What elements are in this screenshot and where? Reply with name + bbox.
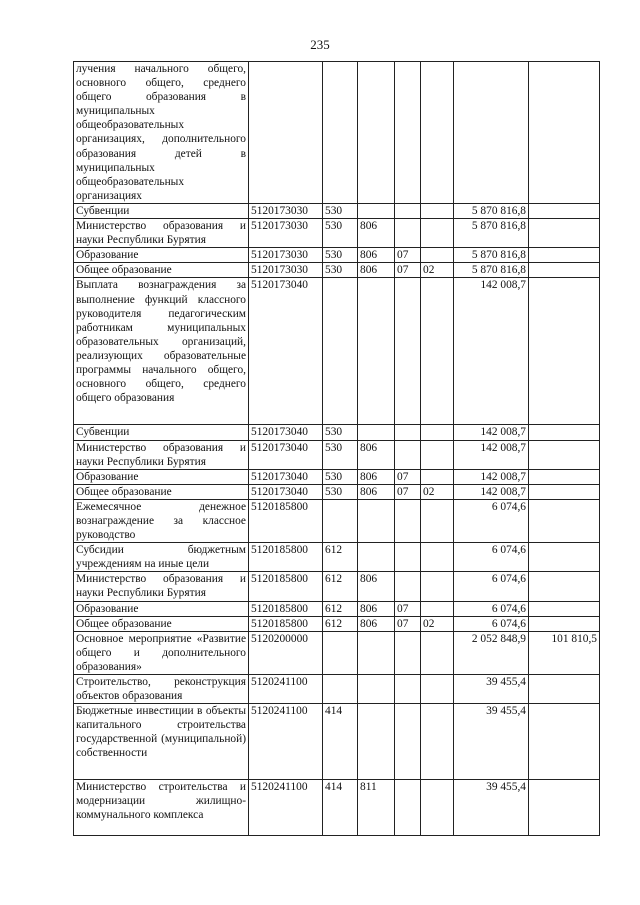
ministry-code-cell: 806 — [358, 219, 395, 248]
expense-type-cell: 612 — [323, 601, 358, 616]
target-code-cell: 5120185800 — [249, 601, 323, 616]
section-cell — [395, 631, 421, 674]
target-code-cell: 5120241100 — [249, 780, 323, 836]
section-cell — [395, 278, 421, 425]
row-name-cell: Образование — [74, 469, 249, 484]
subsection-cell — [421, 675, 454, 704]
section-cell — [395, 440, 421, 469]
amount-extra-cell — [529, 62, 600, 204]
target-code-cell: 5120241100 — [249, 704, 323, 780]
amount-cell: 142 008,7 — [454, 278, 529, 425]
target-code-cell: 5120200000 — [249, 631, 323, 674]
expense-type-cell: 530 — [323, 248, 358, 263]
ministry-code-cell — [358, 203, 395, 218]
row-name-cell: Общее образование — [74, 484, 249, 499]
subsection-cell — [421, 543, 454, 572]
amount-cell: 142 008,7 — [454, 469, 529, 484]
subsection-cell: 02 — [421, 484, 454, 499]
row-name-cell: Образование — [74, 248, 249, 263]
table-row — [74, 631, 600, 674]
amount-cell: 6 074,6 — [454, 543, 529, 572]
amount-extra-cell — [529, 601, 600, 616]
amount-cell: 6 074,6 — [454, 601, 529, 616]
amount-cell: 39 455,4 — [454, 780, 529, 836]
subsection-cell — [421, 601, 454, 616]
subsection-cell: 02 — [421, 263, 454, 278]
ministry-code-cell: 806 — [358, 616, 395, 631]
expense-type-cell: 530 — [323, 469, 358, 484]
section-cell — [395, 543, 421, 572]
amount-cell: 5 870 816,8 — [454, 203, 529, 218]
subsection-cell — [421, 425, 454, 440]
section-cell — [395, 780, 421, 836]
row-name-cell: Общее образование — [74, 263, 249, 278]
table-row — [74, 440, 600, 469]
amount-extra-cell — [529, 704, 600, 780]
amount-extra-cell: 101 810,5 — [529, 631, 600, 674]
table-row — [74, 675, 600, 704]
row-name-cell: Субвенции — [74, 425, 249, 440]
section-cell — [395, 675, 421, 704]
ministry-code-cell — [358, 631, 395, 674]
ministry-code-cell — [358, 278, 395, 425]
section-cell — [395, 704, 421, 780]
table-row — [74, 484, 600, 499]
section-cell — [395, 425, 421, 440]
row-name-cell: Субвенции — [74, 203, 249, 218]
amount-cell: 5 870 816,8 — [454, 263, 529, 278]
row-name-cell: Министерство строительства и модернизации жилищно-коммунального комплекса — [74, 780, 249, 836]
row-name-cell: Бюджетные инвестиции в объекты капитального строительства государственной (муниципальной) собственности — [74, 704, 249, 780]
amount-cell: 39 455,4 — [454, 704, 529, 780]
expense-type-cell: 414 — [323, 704, 358, 780]
amount-extra-cell — [529, 469, 600, 484]
expense-type-cell: 612 — [323, 616, 358, 631]
target-code-cell: 5120173030 — [249, 203, 323, 218]
table-row — [74, 572, 600, 601]
target-code-cell: 5120173040 — [249, 484, 323, 499]
ministry-code-cell — [358, 62, 395, 204]
expense-type-cell: 530 — [323, 484, 358, 499]
ministry-code-cell: 806 — [358, 484, 395, 499]
section-cell: 07 — [395, 601, 421, 616]
target-code-cell: 5120173030 — [249, 263, 323, 278]
amount-extra-cell — [529, 203, 600, 218]
amount-cell: 6 074,6 — [454, 616, 529, 631]
subsection-cell — [421, 499, 454, 542]
target-code-cell: 5120173030 — [249, 248, 323, 263]
table-row — [74, 543, 600, 572]
target-code-cell: 5120185800 — [249, 499, 323, 542]
expense-type-cell — [323, 631, 358, 674]
target-code-cell: 5120185800 — [249, 543, 323, 572]
amount-extra-cell — [529, 572, 600, 601]
row-name-cell: Министерство образования и науки Республики Бурятия — [74, 219, 249, 248]
expense-type-cell: 414 — [323, 780, 358, 836]
ministry-code-cell — [358, 499, 395, 542]
ministry-code-cell: 811 — [358, 780, 395, 836]
amount-extra-cell — [529, 616, 600, 631]
amount-extra-cell — [529, 248, 600, 263]
row-name-cell: Образование — [74, 601, 249, 616]
table-row — [74, 601, 600, 616]
subsection-cell — [421, 219, 454, 248]
ministry-code-cell — [358, 675, 395, 704]
amount-cell — [454, 62, 529, 204]
subsection-cell — [421, 248, 454, 263]
expense-type-cell — [323, 278, 358, 425]
page-number: 235 — [310, 37, 330, 52]
expense-type-cell: 530 — [323, 263, 358, 278]
row-name-cell: Министерство образования и науки Республики Бурятия — [74, 572, 249, 601]
table-row — [74, 469, 600, 484]
ministry-code-cell: 806 — [358, 248, 395, 263]
subsection-cell: 02 — [421, 616, 454, 631]
table-row — [74, 425, 600, 440]
row-name-cell: лучения начального общего, основного общего, среднего общего образования в муниципальных общеобразовательных организациях, дополнительного образования детей в муниципальных общеобразовательных организациях — [74, 62, 249, 204]
table-row — [74, 62, 600, 204]
table-row — [74, 248, 600, 263]
amount-cell: 142 008,7 — [454, 425, 529, 440]
row-name-cell: Министерство образования и науки Республики Бурятия — [74, 440, 249, 469]
amount-cell: 6 074,6 — [454, 499, 529, 542]
subsection-cell — [421, 62, 454, 204]
amount-cell: 142 008,7 — [454, 484, 529, 499]
subsection-cell — [421, 469, 454, 484]
amount-extra-cell — [529, 425, 600, 440]
ministry-code-cell: 806 — [358, 469, 395, 484]
section-cell: 07 — [395, 469, 421, 484]
table-row — [74, 704, 600, 780]
ministry-code-cell: 806 — [358, 601, 395, 616]
table-row — [74, 616, 600, 631]
expense-type-cell — [323, 499, 358, 542]
amount-extra-cell — [529, 675, 600, 704]
table-row — [74, 278, 600, 425]
table-row — [74, 780, 600, 836]
amount-cell: 5 870 816,8 — [454, 219, 529, 248]
section-cell: 07 — [395, 263, 421, 278]
ministry-code-cell: 806 — [358, 572, 395, 601]
subsection-cell — [421, 780, 454, 836]
section-cell — [395, 219, 421, 248]
section-cell — [395, 499, 421, 542]
section-cell: 07 — [395, 248, 421, 263]
row-name-cell: Ежемесячное денежное вознаграждение за классное руководство — [74, 499, 249, 542]
target-code-cell: 5120173040 — [249, 278, 323, 425]
expense-type-cell: 530 — [323, 425, 358, 440]
row-name-cell: Выплата вознаграждения за выполнение функций классного руководителя педагогическим работникам муниципальных образовательных организаций, реализующих образовательные программы начального общего, основного общего, среднего общего образования — [74, 278, 249, 425]
amount-extra-cell — [529, 499, 600, 542]
amount-extra-cell — [529, 484, 600, 499]
ministry-code-cell — [358, 425, 395, 440]
subsection-cell — [421, 203, 454, 218]
section-cell: 07 — [395, 484, 421, 499]
row-name-cell: Строительство, реконструкция объектов образования — [74, 675, 249, 704]
ministry-code-cell: 806 — [358, 263, 395, 278]
target-code-cell: 5120173040 — [249, 469, 323, 484]
table-row — [74, 203, 600, 218]
row-name-cell: Субсидии бюджетным учреждениям на иные цели — [74, 543, 249, 572]
expense-type-cell — [323, 675, 358, 704]
ministry-code-cell — [358, 704, 395, 780]
expense-type-cell: 612 — [323, 543, 358, 572]
amount-cell: 142 008,7 — [454, 440, 529, 469]
amount-extra-cell — [529, 278, 600, 425]
section-cell — [395, 572, 421, 601]
amount-extra-cell — [529, 440, 600, 469]
target-code-cell: 5120185800 — [249, 572, 323, 601]
amount-extra-cell — [529, 219, 600, 248]
subsection-cell — [421, 631, 454, 674]
table-row — [74, 219, 600, 248]
subsection-cell — [421, 704, 454, 780]
row-name-cell: Общее образование — [74, 616, 249, 631]
amount-cell: 2 052 848,9 — [454, 631, 529, 674]
target-code-cell — [249, 62, 323, 204]
expense-type-cell: 530 — [323, 219, 358, 248]
amount-cell: 5 870 816,8 — [454, 248, 529, 263]
row-name-cell: Основное мероприятие «Развитие общего и дополнительного образования» — [74, 631, 249, 674]
budget-table — [73, 61, 600, 836]
target-code-cell: 5120173040 — [249, 440, 323, 469]
table-row — [74, 499, 600, 542]
target-code-cell: 5120173030 — [249, 219, 323, 248]
amount-cell: 39 455,4 — [454, 675, 529, 704]
expense-type-cell: 530 — [323, 203, 358, 218]
subsection-cell — [421, 278, 454, 425]
subsection-cell — [421, 572, 454, 601]
amount-cell: 6 074,6 — [454, 572, 529, 601]
ministry-code-cell: 806 — [358, 440, 395, 469]
expense-type-cell: 612 — [323, 572, 358, 601]
section-cell — [395, 203, 421, 218]
subsection-cell — [421, 440, 454, 469]
ministry-code-cell — [358, 543, 395, 572]
section-cell — [395, 62, 421, 204]
target-code-cell: 5120241100 — [249, 675, 323, 704]
amount-extra-cell — [529, 780, 600, 836]
expense-type-cell: 530 — [323, 440, 358, 469]
table-row — [74, 263, 600, 278]
target-code-cell: 5120185800 — [249, 616, 323, 631]
expense-type-cell — [323, 62, 358, 204]
section-cell: 07 — [395, 616, 421, 631]
target-code-cell: 5120173040 — [249, 425, 323, 440]
amount-extra-cell — [529, 263, 600, 278]
amount-extra-cell — [529, 543, 600, 572]
